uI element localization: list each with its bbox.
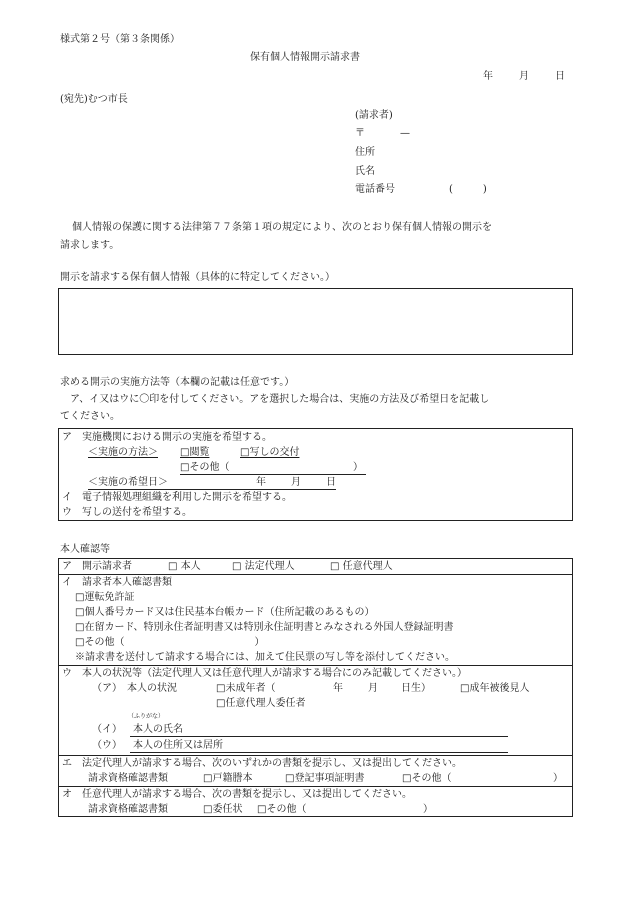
info-section-label: 開示を請求する保有個人情報（具体的に特定してください。） bbox=[60, 272, 335, 283]
method-date-day: 日 bbox=[326, 477, 336, 488]
date-day-label: 日 bbox=[555, 71, 565, 82]
method-option-i[interactable]: イ 電子情報処理組織を利用した開示を希望する。 bbox=[62, 492, 292, 503]
checkbox-o-other[interactable]: □その他（ bbox=[257, 804, 307, 815]
date-underline bbox=[88, 489, 336, 490]
info-input-box[interactable] bbox=[58, 288, 573, 355]
method-date-month: 月 bbox=[291, 477, 301, 488]
identity-i-label: イ 請求者本人確認書類 bbox=[62, 577, 172, 588]
date-label: ＜実施の希望日＞ bbox=[88, 477, 168, 488]
identity-u-u-label: （ウ） bbox=[92, 740, 122, 751]
method-heading: 求める開示の実施方法等（本欄の記載は任意です。） bbox=[60, 377, 295, 388]
identity-u-a-label: （ア） 本人の状況 bbox=[92, 683, 177, 694]
checkbox-self[interactable]: □ 本人 bbox=[168, 561, 201, 572]
o-docs-label: 請求資格確認書類 bbox=[88, 804, 168, 815]
phone-label: 電話番号 bbox=[355, 184, 395, 195]
method-label: ＜実施の方法＞ bbox=[88, 447, 158, 458]
date-month-label: 月 bbox=[519, 71, 529, 82]
principal-name-field[interactable] bbox=[130, 736, 508, 737]
o-close-paren: ） bbox=[423, 804, 433, 815]
checkbox-mynumber-card[interactable]: □個人番号カード又は住民基本台帳カード（住所記載のあるもの） bbox=[75, 607, 375, 618]
minor-month: 月 bbox=[368, 683, 378, 694]
row-divider bbox=[58, 755, 573, 756]
info-input-value bbox=[59, 289, 572, 297]
checkbox-legal-agent[interactable]: □ 法定代理人 bbox=[232, 561, 295, 572]
checkbox-voluntary-agent[interactable]: □ 任意代理人 bbox=[330, 561, 393, 572]
address-label: 住所 bbox=[355, 147, 375, 158]
checkbox-adult-ward[interactable]: □成年被後見人 bbox=[460, 683, 530, 694]
checkbox-minor[interactable]: □未成年者（ bbox=[216, 683, 276, 694]
checkbox-other[interactable]: □その他（ bbox=[180, 462, 230, 473]
method-option-u[interactable]: ウ 写しの送付を希望する。 bbox=[62, 507, 192, 518]
form-number: 様式第２号（第３条関係） bbox=[60, 34, 180, 45]
date-year-label: 年 bbox=[483, 71, 493, 82]
principal-name-label: 本人の氏名 bbox=[133, 724, 183, 735]
checkbox-registry-certificate[interactable]: □登記事項証明書 bbox=[285, 773, 365, 784]
e-docs-label: 請求資格確認書類 bbox=[88, 773, 168, 784]
checkbox-copy-delivery[interactable]: □写しの交付 bbox=[240, 447, 300, 458]
identity-u-i-label: （イ） bbox=[92, 724, 122, 735]
method-note-1: ア、イ又はウに〇印を付してください。アを選択した場合は、実施の方法及び希望日を記載し bbox=[70, 394, 490, 405]
checkbox-family-register[interactable]: □戸籍謄本 bbox=[203, 773, 253, 784]
checkbox-voluntary-principal[interactable]: □任意代理人委任者 bbox=[216, 698, 306, 709]
phone-parens: ( ) bbox=[449, 184, 487, 195]
identity-heading: 本人確認等 bbox=[60, 544, 110, 555]
e-close-paren: ） bbox=[553, 773, 563, 784]
form-title: 保有個人情報開示請求書 bbox=[250, 52, 360, 63]
other-close-paren: ） bbox=[353, 462, 363, 473]
requester-heading: (請求者) bbox=[355, 110, 393, 121]
intro-line-2: 請求します。 bbox=[60, 240, 120, 251]
postal-dash: — bbox=[400, 128, 410, 139]
row-divider bbox=[58, 786, 573, 787]
checkbox-power-of-attorney[interactable]: □委任状 bbox=[203, 804, 243, 815]
identity-e-label: エ 法定代理人が請求する場合、次のいずれかの書類を提示し、又は提出してください。 bbox=[62, 758, 462, 769]
method-note-2: てください。 bbox=[60, 411, 120, 422]
checkbox-other-id[interactable]: □その他（ ） bbox=[75, 637, 265, 648]
name-label: 氏名 bbox=[355, 166, 375, 177]
furigana-label: （ふりがな） bbox=[128, 713, 165, 720]
minor-born: 日生） bbox=[401, 683, 431, 694]
identity-o-label: オ 任意代理人が請求する場合、次の書類を提示し、又は提出してください。 bbox=[62, 789, 412, 800]
principal-address-field[interactable] bbox=[130, 752, 508, 753]
identity-i-note: ※請求書を送付して請求する場合には、加えて住民票の写し等を添付してください。 bbox=[75, 652, 455, 663]
identity-u-label: ウ 本人の状況等（法定代理人又は任意代理人が請求する場合にのみ記載してください。） bbox=[62, 668, 467, 679]
row-divider bbox=[58, 574, 573, 575]
row-divider bbox=[58, 665, 573, 666]
postal-mark: 〒 bbox=[355, 128, 365, 139]
method-option-a[interactable]: ア 実施機関における開示の実施を希望する。 bbox=[62, 432, 272, 443]
checkbox-drivers-license[interactable]: □運転免許証 bbox=[75, 592, 135, 603]
minor-year: 年 bbox=[333, 683, 343, 694]
identity-a-label: ア 開示請求者 bbox=[62, 561, 132, 572]
other-underline bbox=[180, 474, 366, 475]
checkbox-e-other[interactable]: □その他（ bbox=[402, 773, 452, 784]
intro-line-1: 個人情報の保護に関する法律第７７条第１項の規定により、次のとおり保有個人情報の開示を bbox=[72, 222, 492, 233]
addressee: (宛先)むつ市長 bbox=[60, 94, 128, 105]
checkbox-view[interactable]: □閲覧 bbox=[180, 447, 210, 458]
checkbox-residence-card[interactable]: □在留カード、特別永住者証明書又は特別永住証明書とみなされる外国人登録証明書 bbox=[75, 622, 454, 633]
method-date-year: 年 bbox=[256, 477, 266, 488]
principal-address-label: 本人の住所又は居所 bbox=[133, 740, 223, 751]
